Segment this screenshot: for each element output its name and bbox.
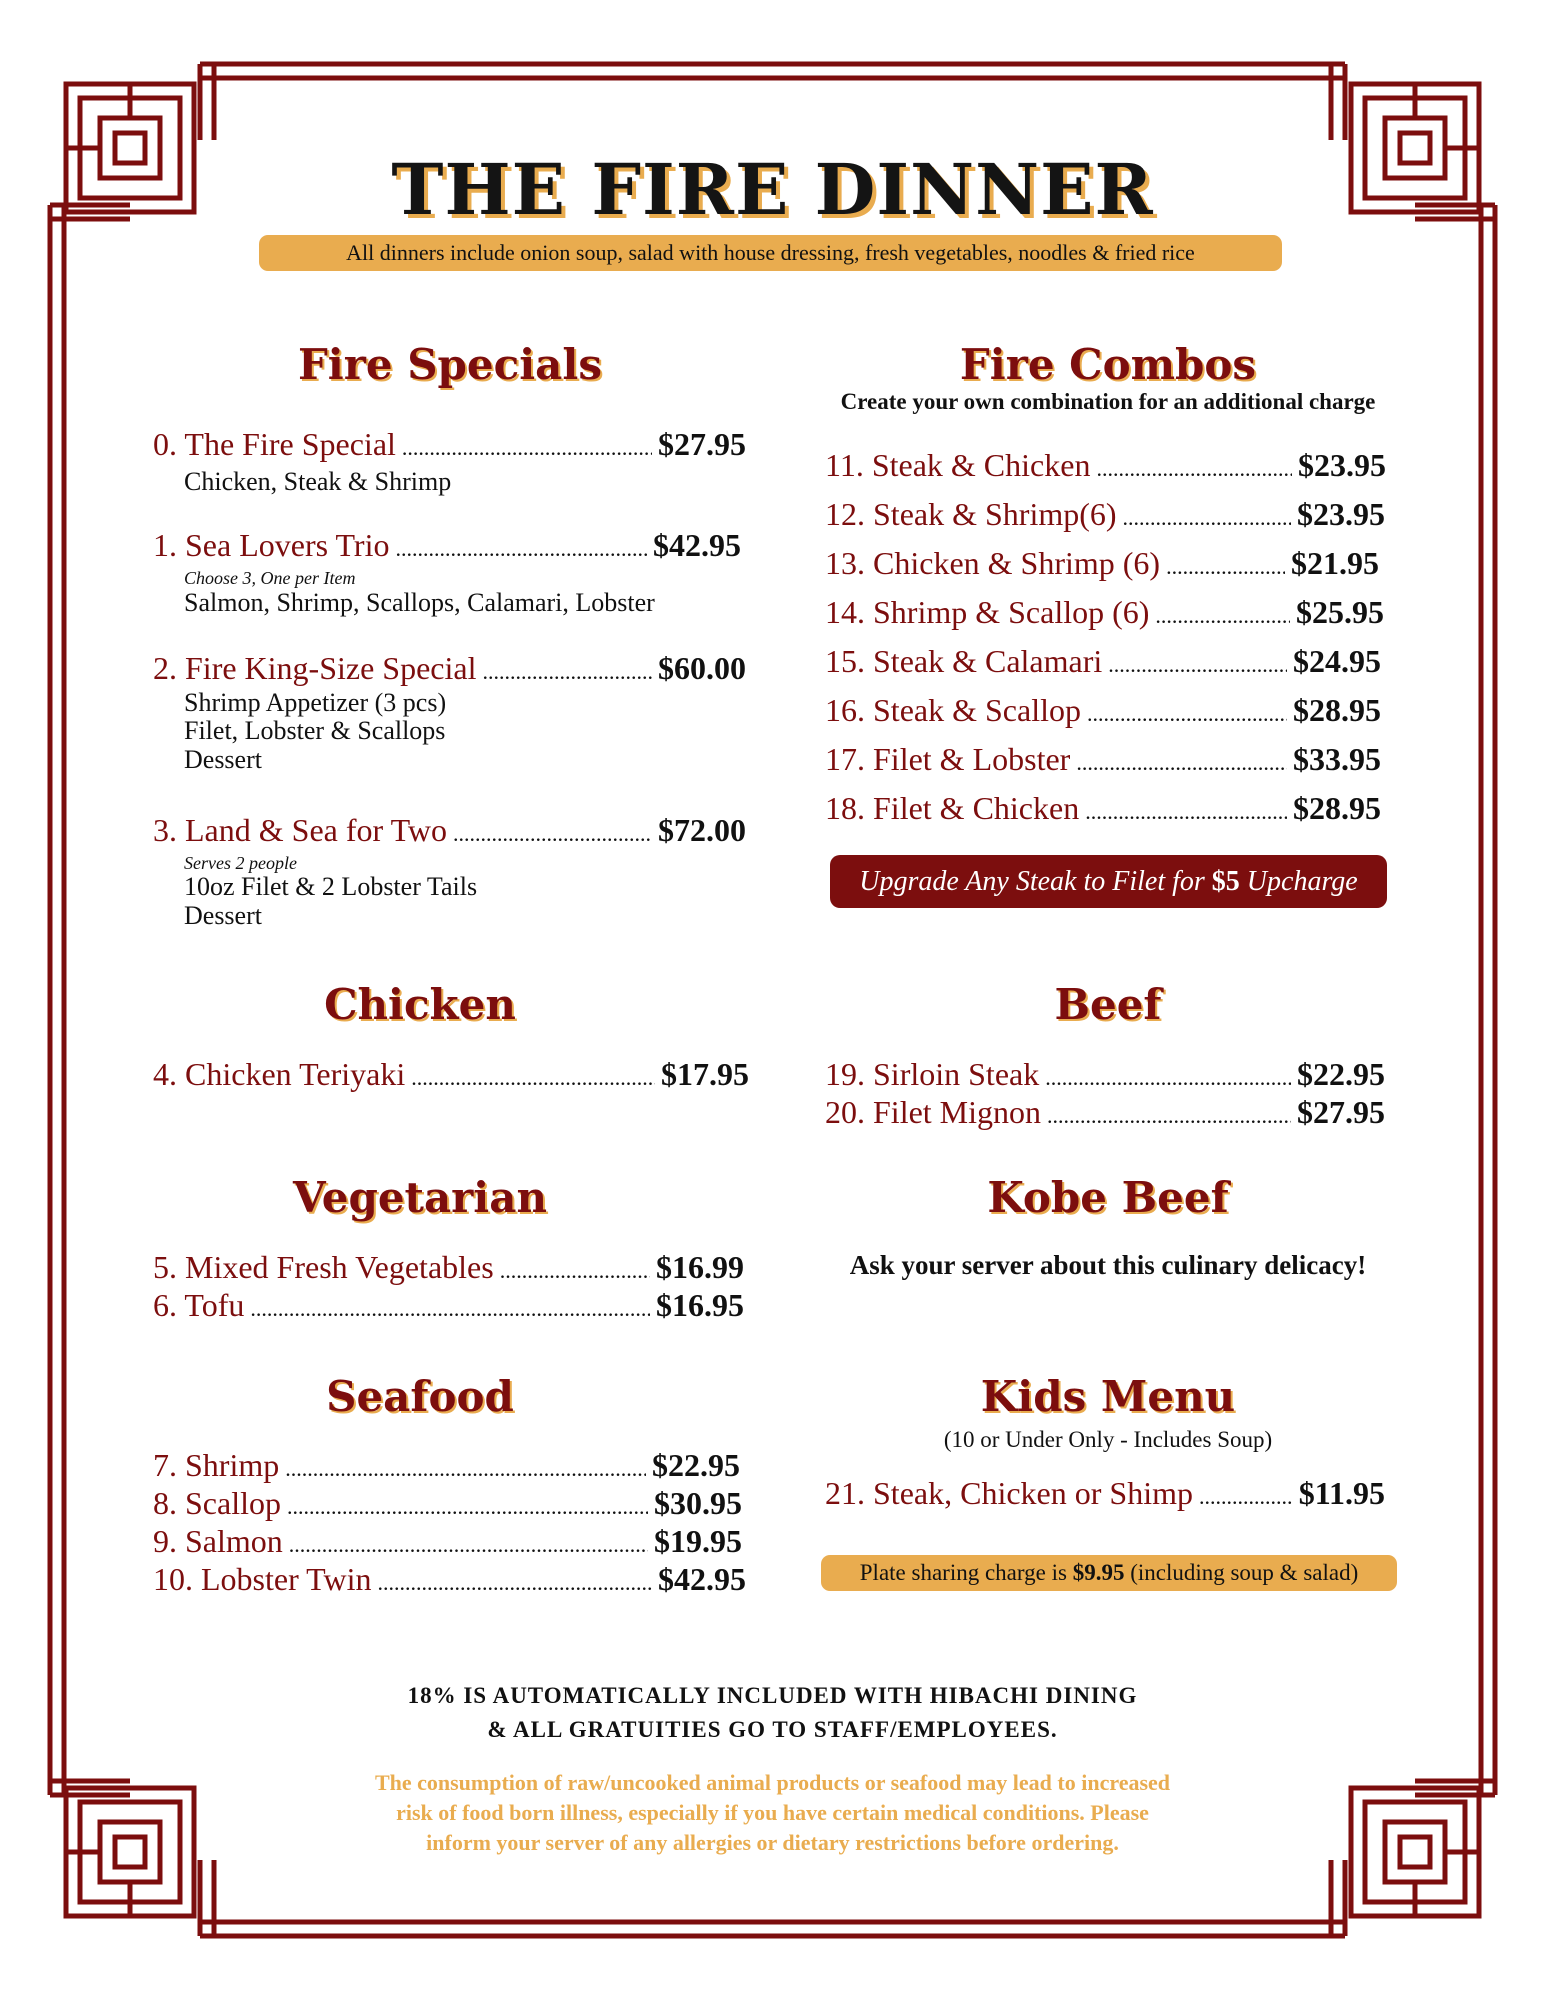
menu-item xyxy=(153,1485,742,1521)
item-name: 1. Sea Lovers Trio xyxy=(153,527,390,563)
seafood-heading: Seafood xyxy=(326,1372,514,1421)
menu-item xyxy=(825,1094,1385,1130)
item-price: $28.95 xyxy=(1293,790,1381,826)
item-price: $11.95 xyxy=(1298,1475,1385,1511)
item-price: $21.95 xyxy=(1291,545,1379,581)
warning-line-3: inform your server of any allergies or dietary restrictions before ordering. xyxy=(426,1830,1119,1855)
menu-item xyxy=(825,496,1385,532)
item-name: 9. Salmon xyxy=(153,1523,283,1559)
item-description: Dessert xyxy=(184,901,262,930)
item-name: 12. Steak & Shrimp(6) xyxy=(825,496,1117,532)
item-price: $16.95 xyxy=(656,1287,744,1323)
fire-combos-heading: Fire Combos xyxy=(959,340,1257,389)
menu-item xyxy=(825,594,1384,630)
item-price: $42.95 xyxy=(658,1561,746,1597)
menu-item xyxy=(825,545,1379,581)
menu-item xyxy=(153,1523,742,1559)
item-note: Choose 3, One per Item xyxy=(184,568,356,588)
item-name: 20. Filet Mignon xyxy=(825,1094,1042,1130)
menu-item xyxy=(153,1056,749,1092)
kobe-text: Ask your server about this culinary delicacy! xyxy=(849,1250,1367,1280)
upgrade-banner xyxy=(830,855,1387,908)
item-price: $42.95 xyxy=(653,527,741,563)
upgrade-text: Upgrade Any Steak to Filet for xyxy=(859,866,1205,897)
gratuity-line-2: & ALL GRATUITIES GO TO STAFF/EMPLOYEES. xyxy=(487,1717,1058,1742)
menu-item xyxy=(153,527,741,563)
warning-line-2: risk of food born illness, especially if you have certain medical conditions. Please xyxy=(396,1800,1149,1825)
menu-item xyxy=(153,426,746,462)
item-name: 4. Chicken Teriyaki xyxy=(153,1056,406,1092)
item-name: 0. The Fire Special xyxy=(153,426,396,462)
upgrade-price: $5 xyxy=(1211,866,1240,897)
item-price: $17.95 xyxy=(661,1056,749,1092)
includes-banner: All dinners include onion soup, salad with house dressing, fresh vegetables, noodles & fried rice xyxy=(259,235,1282,271)
plate-sharing-suffix: (including soup & salad) xyxy=(1130,1560,1359,1585)
fire-combos-subtitle: Create your own combination for an additional charge xyxy=(840,389,1376,414)
plate-sharing-prefix: Plate sharing charge is xyxy=(859,1560,1067,1585)
item-name: 19. Sirloin Steak xyxy=(825,1056,1040,1092)
item-note: Serves 2 people xyxy=(184,853,297,873)
item-price: $23.95 xyxy=(1297,496,1385,532)
item-price: $33.95 xyxy=(1293,741,1381,777)
item-name: 15. Steak & Calamari xyxy=(825,643,1103,679)
item-name: 8. Scallop xyxy=(153,1485,281,1521)
item-name: 7. Shrimp xyxy=(153,1447,280,1483)
item-price: $22.95 xyxy=(652,1447,740,1483)
item-name: 14. Shrimp & Scallop (6) xyxy=(825,594,1150,630)
kobe-heading: Kobe Beef xyxy=(987,1173,1229,1222)
vegetarian-heading: Vegetarian xyxy=(293,1173,547,1222)
menu-item xyxy=(153,1249,744,1285)
plate-sharing-price: $9.95 xyxy=(1072,1560,1125,1585)
menu-item xyxy=(153,1287,744,1323)
item-description: Shrimp Appetizer (3 pcs) xyxy=(184,688,447,717)
item-price: $30.95 xyxy=(654,1485,742,1521)
menu-item xyxy=(825,643,1381,679)
item-description: Dessert xyxy=(184,745,262,774)
item-name: 6. Tofu xyxy=(153,1287,245,1323)
item-price: $23.95 xyxy=(1298,447,1386,483)
menu-item xyxy=(153,812,746,848)
menu-item xyxy=(825,692,1381,728)
item-name: 3. Land & Sea for Two xyxy=(153,812,447,848)
item-name: 10. Lobster Twin xyxy=(153,1561,372,1597)
upgrade-suffix: Upcharge xyxy=(1246,866,1358,897)
item-name: 21. Steak, Chicken or Shimp xyxy=(825,1475,1193,1511)
item-description: Salmon, Shrimp, Scallops, Calamari, Lobster xyxy=(184,588,655,617)
item-name: 5. Mixed Fresh Vegetables xyxy=(153,1249,494,1285)
item-name: 2. Fire King-Size Special xyxy=(153,650,477,686)
item-price: $60.00 xyxy=(658,650,746,686)
item-price: $19.95 xyxy=(654,1523,742,1559)
menu-item xyxy=(153,1561,746,1597)
plate-sharing-banner xyxy=(821,1555,1397,1591)
item-price: $16.99 xyxy=(656,1249,744,1285)
item-description: 10oz Filet & 2 Lobster Tails xyxy=(184,872,478,901)
warning-line-1: The consumption of raw/uncooked animal products or seafood may lead to increased xyxy=(374,1770,1171,1795)
item-price: $27.95 xyxy=(658,426,746,462)
item-name: 17. Filet & Lobster xyxy=(825,741,1071,777)
menu-item xyxy=(825,1475,1385,1511)
menu-item xyxy=(153,650,746,686)
fire-specials-heading: Fire Specials xyxy=(297,340,602,389)
item-price: $24.95 xyxy=(1293,643,1381,679)
gratuity-line-1: 18% IS AUTOMATICALLY INCLUDED WITH HIBACHI DINING xyxy=(407,1683,1138,1708)
item-name: 16. Steak & Scallop xyxy=(825,692,1081,728)
kids-heading: Kids Menu xyxy=(980,1372,1236,1421)
menu-item xyxy=(825,1056,1385,1092)
menu-title: THE FIRE DINNER xyxy=(391,148,1154,231)
item-price: $25.95 xyxy=(1296,594,1384,630)
menu-item xyxy=(825,741,1381,777)
menu-item xyxy=(825,447,1386,483)
item-description: Chicken, Steak & Shrimp xyxy=(184,467,452,496)
item-name: 13. Chicken & Shrimp (6) xyxy=(825,545,1161,581)
menu-item xyxy=(153,1447,740,1483)
item-description: Filet, Lobster & Scallops xyxy=(184,716,446,745)
item-price: $22.95 xyxy=(1297,1056,1385,1092)
beef-heading: Beef xyxy=(1054,980,1162,1029)
kids-subtitle: (10 or Under Only - Includes Soup) xyxy=(943,1427,1273,1452)
item-name: 11. Steak & Chicken xyxy=(825,447,1091,483)
chicken-heading: Chicken xyxy=(324,980,516,1029)
item-price: $27.95 xyxy=(1297,1094,1385,1130)
menu-item xyxy=(825,790,1381,826)
item-price: $72.00 xyxy=(658,812,746,848)
item-name: 18. Filet & Chicken xyxy=(825,790,1080,826)
item-price: $28.95 xyxy=(1293,692,1381,728)
